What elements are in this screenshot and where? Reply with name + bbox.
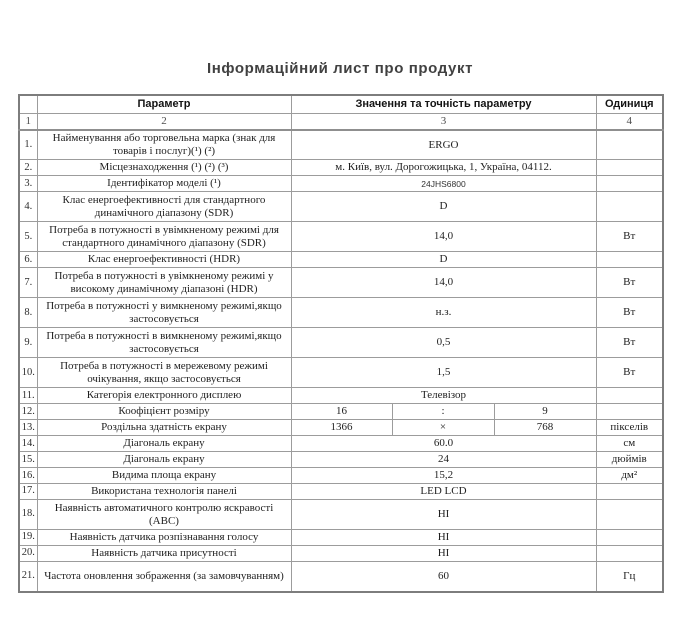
table-row [19,404,663,420]
unit-cell: пікселів [596,420,663,436]
row-number: 18. [19,500,37,530]
value-cell: 60.0 [291,436,596,452]
row-number: 1. [19,130,37,160]
header-num-cell [19,95,37,114]
row-number: 15. [19,452,37,468]
table-row [19,484,663,500]
unit-cell: Гц [596,562,663,592]
value-cell: 24 [291,452,596,468]
value-cell: НІ [291,530,596,546]
value-cell: 0,5 [291,328,596,358]
parameter-cell: Діагональ екрану [37,452,291,468]
value-part-cell: × [392,420,494,436]
column-number-row [19,114,663,130]
unit-cell [596,500,663,530]
table-row [19,530,663,546]
row-number: 16. [19,468,37,484]
row-number: 11. [19,388,37,404]
page-title: Інформаційний лист про продукт [206,60,474,77]
parameter-cell: Категорія електронного дисплею [37,388,291,404]
unit-cell: дм² [596,468,663,484]
table-row [19,358,663,388]
parameter-cell: Коофіцієнт розміру [37,404,291,420]
row-number: 21. [19,562,37,592]
parameter-cell: Наявність датчика присутності [37,546,291,562]
table-header-row [19,95,663,114]
unit-cell: дюймів [596,452,663,468]
row-number: 14. [19,436,37,452]
header-value-cell: Значення та точність параметру [291,95,596,114]
row-number: 7. [19,268,37,298]
unit-cell: Вт [596,328,663,358]
row-number: 5. [19,222,37,252]
parameter-cell: Використана технологія панелі [37,484,291,500]
parameter-cell: Потреба в потужності у вимкненому режимі,якщо застосовується [37,298,291,328]
parameter-cell: Ідентифікатор моделі (¹) [37,176,291,192]
parameter-cell: Наявність автоматичного контролю яскравості (АВС) [37,500,291,530]
unit-cell [596,160,663,176]
value-cell: D [291,252,596,268]
header-parameter-cell: Параметр [37,95,291,114]
value-part-cell: : [392,404,494,420]
value-cell: 60 [291,562,596,592]
row-number: 9. [19,328,37,358]
parameter-cell: Клас енергоефективності (HDR) [37,252,291,268]
table-row [19,420,663,436]
table-row [19,436,663,452]
table-row [19,268,663,298]
value-cell: 14,0 [291,222,596,252]
unit-cell [596,176,663,192]
table-row [19,130,663,160]
unit-cell [596,130,663,160]
header-unit-cell: Одиниця [596,95,663,114]
value-part-cell: 768 [494,420,596,436]
table-row [19,468,663,484]
value-cell: 15,2 [291,468,596,484]
product-info-table [18,94,664,593]
row-number: 2. [19,160,37,176]
unit-cell [596,530,663,546]
column-number: 2 [37,114,291,130]
value-part-cell: 16 [291,404,392,420]
table-row [19,500,663,530]
row-number: 20. [19,546,37,562]
parameter-cell: Потреба в потужності в мережевому режимі очікування, якщо застосовується [37,358,291,388]
parameter-cell: Частота оновлення зображення (за замовчуванням) [37,562,291,592]
unit-cell: Вт [596,222,663,252]
value-cell: LED LCD [291,484,596,500]
parameter-cell: Наявність датчика розпізнавання голосу [37,530,291,546]
value-cell: НІ [291,500,596,530]
value-cell: Телевізор [291,388,596,404]
value-cell: н.з. [291,298,596,328]
value-cell: D [291,192,596,222]
row-number: 19. [19,530,37,546]
parameter-cell: Клас енергоефективності для стандартного динамічного діапазону (SDR) [37,192,291,222]
unit-cell [596,404,663,420]
parameter-cell: Потреба в потужності в увімкненому режимі для стандартного динамічного діапазону (SDR) [37,222,291,252]
row-number: 8. [19,298,37,328]
value-cell: м. Київ, вул. Дорогожицька, 1, Україна, 04112. [291,160,596,176]
parameter-cell: Видима площа екрану [37,468,291,484]
table-row [19,192,663,222]
column-number: 3 [291,114,596,130]
row-number: 6. [19,252,37,268]
parameter-cell: Потреба в потужності в увімкненому режимі у високому динамічному діапазоні (HDR) [37,268,291,298]
value-cell: 14,0 [291,268,596,298]
table-row [19,388,663,404]
unit-cell [596,252,663,268]
column-number: 4 [596,114,663,130]
row-number: 12. [19,404,37,420]
value-part-cell: 9 [494,404,596,420]
table-row [19,562,663,592]
parameter-cell: Найменування або торговельна марка (знак для товарів і послуг)(¹) (²) [37,130,291,160]
table-row [19,298,663,328]
row-number: 4. [19,192,37,222]
parameter-cell: Роздільна здатність екрану [37,420,291,436]
table-row [19,222,663,252]
unit-cell [596,192,663,222]
parameter-cell: Місцезнаходження (¹) (²) (³) [37,160,291,176]
value-part-cell: 1366 [291,420,392,436]
table-row [19,160,663,176]
table-row [19,452,663,468]
unit-cell: Вт [596,298,663,328]
unit-cell [596,484,663,500]
table-row [19,176,663,192]
row-number: 3. [19,176,37,192]
value-cell: 24JHS6800 [291,176,596,192]
table-row [19,328,663,358]
row-number: 17. [19,484,37,500]
value-cell: НІ [291,546,596,562]
row-number: 13. [19,420,37,436]
unit-cell: см [596,436,663,452]
row-number: 10. [19,358,37,388]
unit-cell [596,388,663,404]
column-number: 1 [19,114,37,130]
parameter-cell: Потреба в потужності в вимкненому режимі,якщо застосовується [37,328,291,358]
table-row [19,546,663,562]
unit-cell: Вт [596,358,663,388]
unit-cell [596,546,663,562]
unit-cell: Вт [596,268,663,298]
parameter-cell: Діагональ екрану [37,436,291,452]
value-cell: ERGO [291,130,596,160]
value-cell: 1,5 [291,358,596,388]
table-row [19,252,663,268]
